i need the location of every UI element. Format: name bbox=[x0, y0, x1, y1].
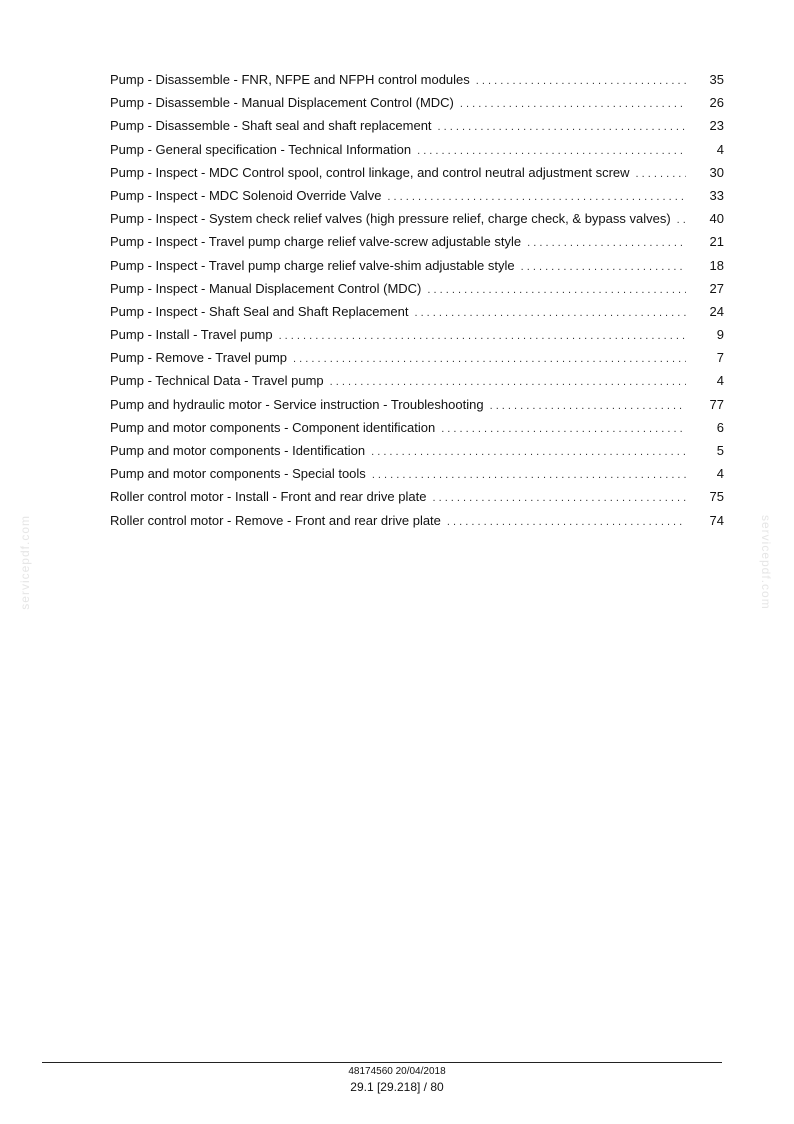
toc-entry[interactable] bbox=[110, 184, 724, 207]
toc-entry[interactable] bbox=[110, 138, 724, 161]
toc-leader-dots bbox=[330, 371, 686, 394]
toc-entry-title: Roller control motor - Remove - Front and rear drive plate bbox=[110, 512, 441, 528]
watermark-right: servicepdf.com bbox=[759, 515, 773, 610]
toc-entry[interactable] bbox=[110, 416, 724, 439]
toc-entry-page: 40 bbox=[709, 211, 724, 227]
toc-leader-dots bbox=[371, 441, 686, 464]
toc-entry-page: 75 bbox=[709, 489, 724, 505]
toc-entry-page: 26 bbox=[709, 95, 724, 111]
toc-leader-dots bbox=[527, 232, 686, 255]
toc-entry-title: Pump - Inspect - Travel pump charge relief valve-shim adjustable style bbox=[110, 257, 515, 273]
toc-entry[interactable] bbox=[110, 254, 724, 277]
toc-leader-dots bbox=[636, 163, 686, 186]
toc-leader-dots bbox=[414, 302, 686, 325]
toc-entry-title: Pump - General specification - Technical Information bbox=[110, 141, 412, 157]
toc-leader-dots bbox=[490, 395, 686, 418]
toc-entry[interactable] bbox=[110, 277, 724, 300]
toc-entry-page: 6 bbox=[716, 419, 724, 435]
toc-entry-title: Roller control motor - Install - Front and rear drive plate bbox=[110, 489, 427, 505]
toc-entry-title: Pump - Disassemble - Shaft seal and shaft replacement bbox=[110, 118, 432, 134]
toc-entry-page: 24 bbox=[709, 303, 724, 319]
toc-entry[interactable] bbox=[110, 68, 724, 91]
toc-entry[interactable] bbox=[110, 114, 724, 137]
footer-divider bbox=[42, 1062, 722, 1063]
toc-entry[interactable] bbox=[110, 439, 724, 462]
toc-leader-dots bbox=[387, 186, 686, 209]
toc-leader-dots bbox=[417, 140, 686, 163]
toc-entry-title: Pump and motor components - Identification bbox=[110, 443, 366, 458]
toc-entry-page: 30 bbox=[709, 164, 724, 180]
toc-leader-dots bbox=[293, 348, 686, 371]
toc-entry[interactable] bbox=[110, 207, 724, 230]
toc-entry-title: Pump - Disassemble - FNR, NFPE and NFPH control modules bbox=[110, 72, 470, 87]
toc-entry-page: 21 bbox=[709, 234, 724, 250]
table-of-contents bbox=[110, 68, 724, 532]
toc-entry-page: 74 bbox=[709, 512, 724, 528]
toc-entry-title: Pump - Inspect - MDC Control spool, control linkage, and control neutral adjustment screw bbox=[110, 164, 630, 180]
toc-entry-title: Pump - Inspect - Shaft Seal and Shaft Replacement bbox=[110, 303, 409, 319]
toc-entry-title: Pump - Technical Data - Travel pump bbox=[110, 373, 324, 389]
toc-leader-dots bbox=[427, 279, 686, 302]
toc-entry[interactable] bbox=[110, 485, 724, 508]
toc-entry-title: Pump - Inspect - MDC Solenoid Override Valve bbox=[110, 187, 382, 203]
toc-entry-page: 33 bbox=[709, 187, 724, 203]
toc-entry[interactable] bbox=[110, 300, 724, 323]
toc-entry-page: 23 bbox=[709, 118, 724, 134]
toc-entry-title: Pump - Install - Travel pump bbox=[110, 327, 273, 343]
toc-leader-dots bbox=[432, 487, 686, 510]
toc-entry-page: 4 bbox=[716, 141, 724, 157]
toc-entry[interactable] bbox=[110, 346, 724, 369]
toc-entry-page: 27 bbox=[709, 280, 724, 296]
toc-entry-page: 9 bbox=[716, 327, 724, 343]
toc-leader-dots bbox=[447, 511, 686, 534]
toc-entry-page: 7 bbox=[716, 350, 724, 366]
toc-leader-dots bbox=[279, 325, 686, 348]
watermark-left: servicepdf.com bbox=[18, 515, 32, 610]
toc-entry-page: 77 bbox=[709, 396, 724, 412]
footer-document-ref: 48174560 20/04/2018 bbox=[348, 1066, 446, 1077]
toc-entry-title: Pump - Disassemble - Manual Displacement Control (MDC) bbox=[110, 95, 454, 111]
toc-leader-dots bbox=[441, 418, 686, 441]
toc-leader-dots bbox=[438, 116, 686, 139]
toc-entry-title: Pump and hydraulic motor - Service instruction - Troubleshooting bbox=[110, 396, 484, 412]
toc-entry-title: Pump - Inspect - Travel pump charge relief valve-screw adjustable style bbox=[110, 234, 522, 250]
toc-entry-title: Pump and motor components - Component identification bbox=[110, 419, 436, 435]
toc-entry[interactable] bbox=[110, 369, 724, 392]
toc-entry[interactable] bbox=[110, 509, 724, 532]
toc-entry-title: Pump - Remove - Travel pump bbox=[110, 350, 288, 366]
toc-entry-title: Pump and motor components - Special tools bbox=[110, 466, 366, 482]
toc-leader-dots bbox=[476, 70, 686, 93]
toc-entry[interactable] bbox=[110, 230, 724, 253]
toc-entry-page: 35 bbox=[709, 72, 724, 87]
toc-entry-page: 4 bbox=[716, 373, 724, 389]
toc-entry[interactable] bbox=[110, 462, 724, 485]
toc-entry-page: 4 bbox=[716, 466, 724, 482]
toc-leader-dots bbox=[521, 256, 686, 279]
toc-entry-page: 18 bbox=[709, 257, 724, 273]
toc-entry[interactable] bbox=[110, 393, 724, 416]
toc-entry[interactable] bbox=[110, 91, 724, 114]
toc-entry-title: Pump - Inspect - System check relief valves (high pressure relief, charge check, & bypass valves) bbox=[110, 211, 671, 227]
toc-entry[interactable] bbox=[110, 323, 724, 346]
footer-page-number: 29.1 [29.218] / 80 bbox=[350, 1080, 444, 1094]
toc-entry[interactable] bbox=[110, 161, 724, 184]
toc-leader-dots bbox=[372, 464, 686, 487]
toc-entry-title: Pump - Inspect - Manual Displacement Control (MDC) bbox=[110, 280, 422, 296]
toc-leader-dots bbox=[460, 93, 686, 116]
toc-entry-page: 5 bbox=[716, 443, 724, 458]
toc-leader-dots bbox=[677, 209, 686, 232]
